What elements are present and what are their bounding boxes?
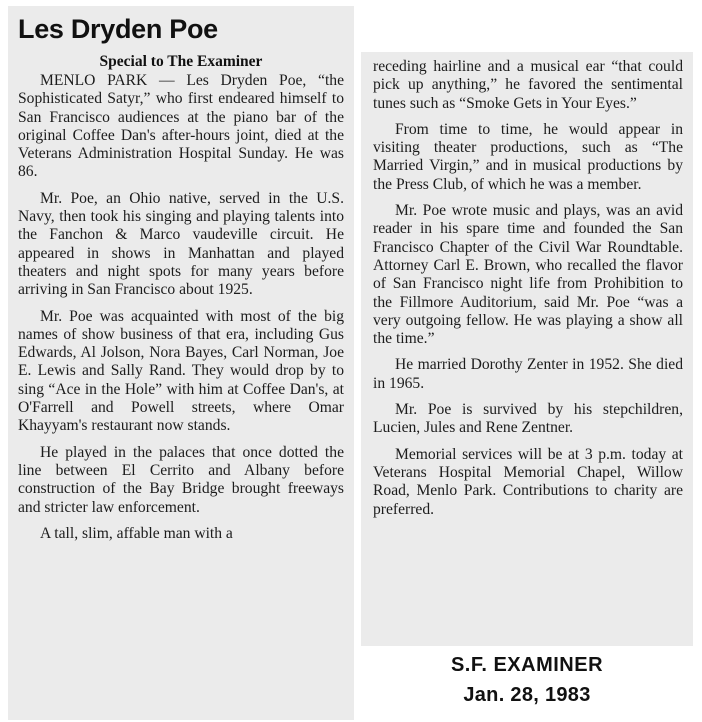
clipping-column-right [361,52,693,646]
article-paragraph: Mr. Poe wrote music and plays, was an avid reader in his spare time and founded the San Francisco Chapter of the Civil War Roundtable. Attorney Carl E. Brown, who recalled the flavor of San Francisco night life from Prohibition to the Fillmore Auditorium, said Mr. Poe “was a very outgoing fellow. He was playing a show all the time.” [373,202,683,348]
source-date-label: Jan. 28, 1983 [463,684,591,706]
article-byline: Special to The Examiner [99,53,263,70]
clipping-column-left [8,6,354,720]
article-paragraph: Mr. Poe, an Ohio native, served in the U.S. Navy, then took his singing and playing talents into the Fanchon & Marco vaudeville circuit. He appeared in shows in Manhattan and played theaters and night spots for many years before arriving in San Francisco about 1925. [18,189,344,299]
article-paragraph: A tall, slim, affable man with a [40,524,233,542]
article-paragraph: receding hairline and a musical ear “that could pick up anything,” he favored the sentimental tunes such as “Smoke Gets in Your Eyes.” [373,58,683,112]
article-paragraph: From time to time, he would appear in visiting theater productions, such as “The Married Virgin,” and in musical productions by the Press Club, of which he was a member. [373,120,683,193]
article-paragraph: Memorial services will be at 3 p.m. today at Veterans Hospital Memorial Chapel, Willow Road, Menlo Park. Contributions to charity are preferred. [373,445,683,518]
article-paragraph: Mr. Poe is survived by his stepchildren, Lucien, Jules and Rene Zentner. [373,401,683,437]
source-publication-label: S.F. EXAMINER [450,654,604,676]
article-paragraph: MENLO PARK — Les Dryden Poe, “the Sophisticated Satyr,” who first endeared himself to San Francisco audiences at the piano bar of the original Coffee Dan's after-hours joint, died at the Veterans Administration Hospital Sunday. He was 86. [18,72,344,181]
article-paragraph: He married Dorothy Zenter in 1952. She died in 1965. [373,356,683,392]
article-paragraph: He played in the palaces that once dotted the line between El Cerrito and Albany before construction of the Bay Bridge brought freeways and stricter law enforcement. [18,443,344,516]
article-paragraph: Mr. Poe was acquainted with most of the big names of show business of that era, including Gus Edwards, Al Jolson, Nora Bayes, Carl Norman, Joe E. Lewis and Sally Rand. They would drop by to sing “Ace in the Hole” with him at Coffee Dan's, at O'Farrell and Powell streets, where Omar Khayyam's restaurant now stands. [18,307,344,435]
article-headline: Les Dryden Poe [18,14,218,44]
